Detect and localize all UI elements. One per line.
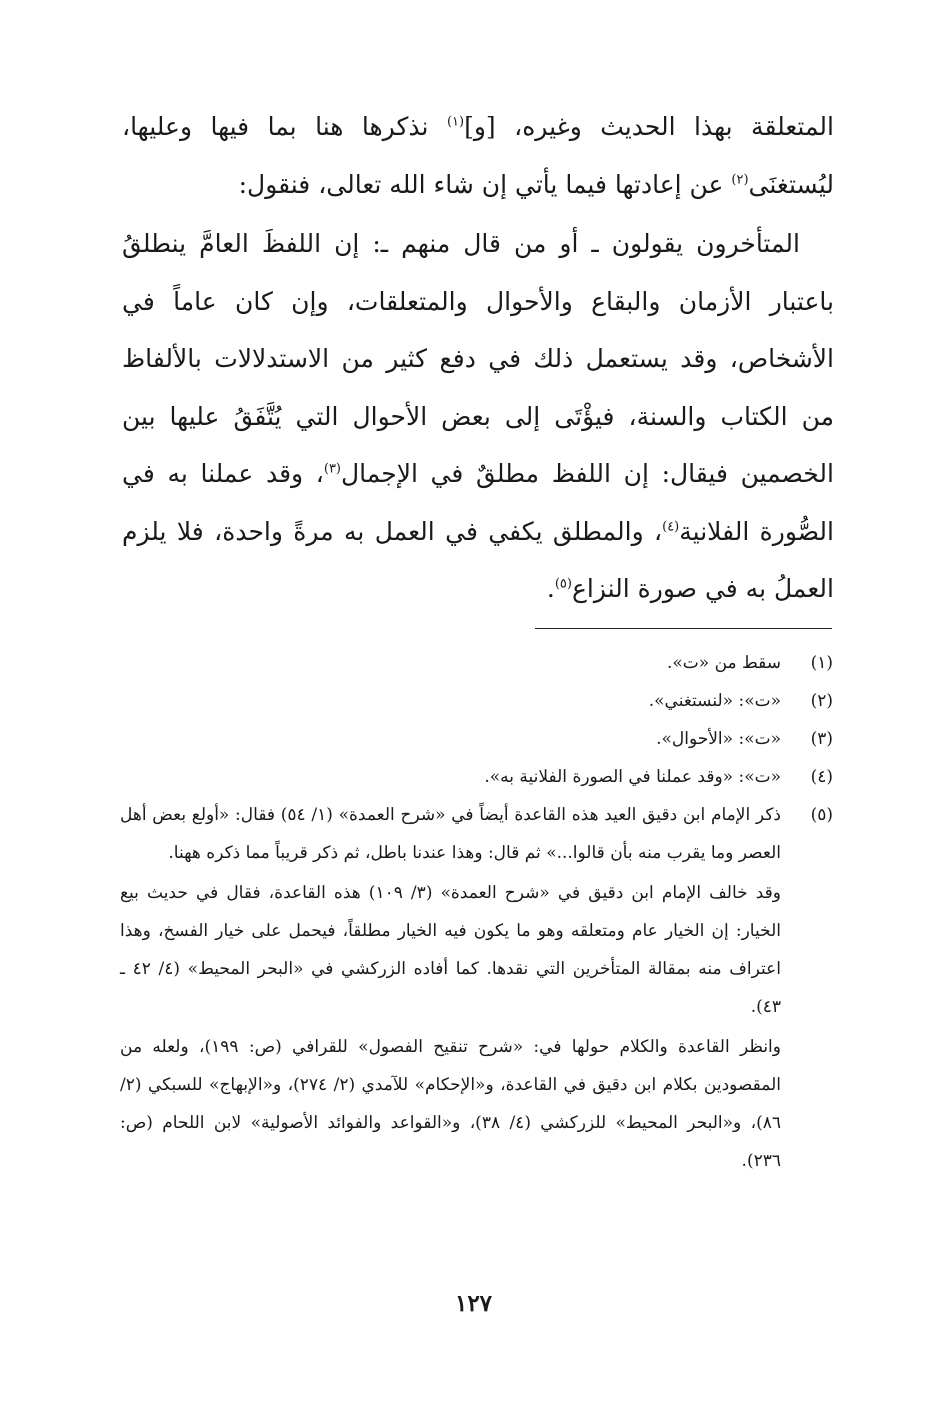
footnote-number: (٣): [810, 729, 833, 749]
footnote-text: «ت»: «لنستغني».: [648, 691, 781, 711]
footnote-number: (٢): [810, 691, 833, 711]
footnote-body: [120, 796, 781, 1180]
footnote-body: [120, 644, 781, 682]
footnote-number: (١): [810, 653, 833, 673]
footnote-ref-3: (٣): [323, 461, 341, 477]
paragraph-2-part-b: ، وقد عملنا به في الصُّورة الفلانية: [122, 459, 834, 546]
footnote-1: [120, 644, 833, 682]
paragraph-2: [122, 215, 834, 618]
footnote-text: «ت»: «الأحوال».: [656, 729, 781, 749]
footnote-text: وقد خالف الإمام ابن دقيق في «شرح العمدة» (٣/ ١٠٩) هذه القاعدة، فقال في حديث بيع الخيار: إن الخيار عام ومتعلقه وهو ما يكون فيه الخيار مطلقاً، فيحمل على خيار الفسخ، وهذا اعتراف منه بمقالة المتأخرين التي نقدها. كما أفاده الزركشي في «البحر المحيط» (٤/ ٤٢ ـ ٤٣).: [120, 883, 781, 1017]
footnote-body: [120, 758, 781, 796]
footnote-text: وانظر القاعدة والكلام حولها في: «شرح تنقيح الفصول» للقرافي (ص: ١٩٩)، ولعله من المقصودين بكلام ابن دقيق في القاعدة، و«الإحكام» للآمدي (٢/ ٢٧٤)، و«الإبهاج» للسبكي (٢/ ٨٦)، و«البحر المحيط» للزركشي (٤/ ٣٨)، و«القواعد والفوائد الأصولية» لابن اللحام (ص: ٢٣٦).: [120, 1037, 781, 1171]
footnote-separator: [535, 628, 832, 629]
footnote-ref-4: (٤): [662, 519, 680, 535]
footnote-text: «ت»: «وقد عملنا في الصورة الفلانية به».: [484, 767, 781, 787]
footnote-3: [120, 720, 833, 758]
footnote-4: [120, 758, 833, 796]
footnote-number: (٥): [810, 805, 833, 825]
footnotes: [120, 644, 833, 1180]
footnote-number: (٤): [810, 767, 833, 787]
footnote-2: [120, 682, 833, 720]
footnote-ref-2: (٢): [731, 172, 749, 188]
footnote-text: ذكر الإمام ابن دقيق العيد هذه القاعدة أيضاً في «شرح العمدة» (١/ ٥٤) فقال: «أولع بعض أهل العصر وما يقرب منه بأن قالوا...» ثم قال: وهذا عندنا باطل، ثم ذكر قريباً مما ذكره ههنا.: [120, 805, 781, 863]
main-text: [122, 98, 834, 618]
paragraph-1-part-c: عن إعادتها فيما يأتي إن شاء الله تعالى، فنقول:: [238, 169, 732, 199]
paragraph-1-part-b: نذكرها هنا بما فيها وعليها، ليُستغنَى: [122, 112, 834, 199]
footnote-body: [120, 682, 781, 720]
paragraph-1-part-a: المتعلقة بهذا الحديث وغيره، [و]: [464, 112, 834, 141]
paragraph-2-part-d: .: [546, 574, 555, 603]
paragraph-2-part-c: ، والمطلق يكفي في العمل به مرةً واحدة، فلا يلزم العملُ به في صورة النزاع: [122, 516, 834, 603]
page-number: ١٢٧: [454, 1290, 493, 1317]
footnote-ref-5: (٥): [554, 576, 572, 592]
footnote-ref-1: (١): [446, 114, 465, 130]
footnote-5: [120, 796, 833, 1180]
footnote-body: [120, 720, 781, 758]
paragraph-1: [122, 98, 834, 213]
paragraph-2-part-a: المتأخرون يقولون ـ أو من قال منهم ـ: إن اللفظَ العامَّ ينطلقُ باعتبار الأزمان والبقاع والأحوال والمتعلقات، وإن كان عاماً في الأشخاص، وقد يستعمل ذلك في دفع كثير من الاستدلالات بالألفاظ من الكتاب والسنة، فيؤْتَى إلى بعض الأحوال التي يُتَّفَقُ عليها بين الخصمين فيقال: إن اللفظ مطلقٌ في الإجمال: [122, 229, 834, 488]
footnote-text: سقط من «ت».: [666, 653, 781, 673]
